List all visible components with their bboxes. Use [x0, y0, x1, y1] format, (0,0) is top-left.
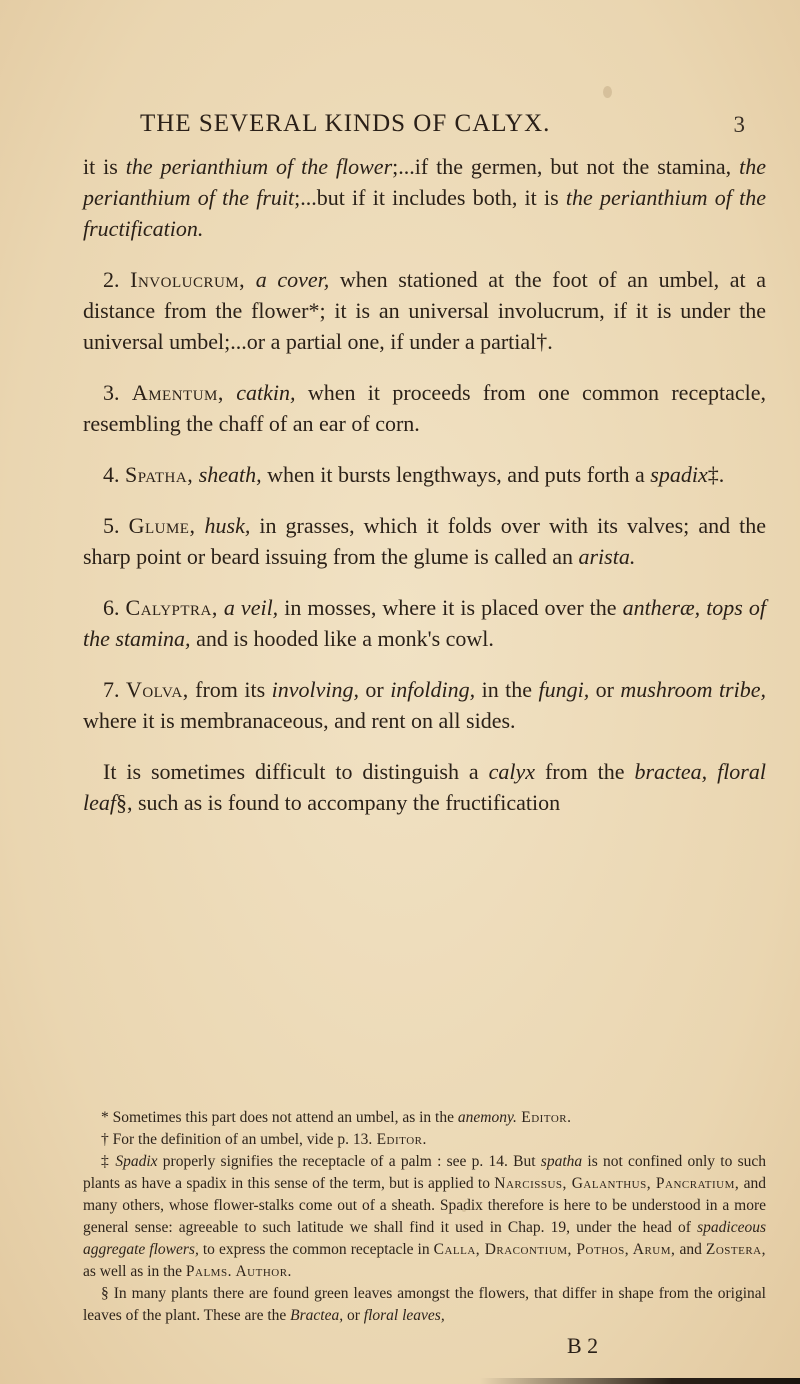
- footnote-section: § In many plants there are found green leaves amongst the flowers, that differ in shape from the original leaves of the plant. These are the Bractea, or floral leaves,: [83, 1285, 766, 1324]
- paragraph-spatha: 4. Spatha, sheath, when it bursts lengthways, and puts forth a spadix‡.: [103, 462, 725, 487]
- term-involucrum: Involucrum,: [130, 267, 246, 292]
- term-glume: Glume,: [128, 513, 196, 538]
- ink-blot: [603, 86, 612, 98]
- running-head: THE SEVERAL KINDS OF CALYX.: [140, 110, 551, 137]
- term-spatha: Spatha,: [125, 462, 194, 487]
- term-calyptra: Calyptra,: [125, 595, 218, 620]
- footnote-double-dagger: ‡ Spadix properly signifies the receptacle of a palm : see p. 14. But spatha is not confined only to such plants as have a spadix in this sense of the term, but is applied to Narcissus, Galanthus, Pancratium, and many others, whose flower-stalks come out of a sheath. Spadix therefore is here to be understood in a more general sense: agreeable to such latitude we shall find it used in Chap. 19, under the head of spadiceous aggregate flowers, to express the common receptacle in Calla, Dracontium, Pothos, Arum, and Zostera, as well as in the Palms. Author.: [83, 1153, 767, 1280]
- page-number: 3: [733, 112, 745, 137]
- term-volva: Volva,: [125, 677, 189, 702]
- paragraph-perianthium: it is the perianthium of the flower;...if the germen, but not the stamina, the perianthium of the fruit;...but if it includes both, it is the perianthium of the fructification.: [83, 154, 766, 241]
- paragraph-amentum: 3. Amentum, catkin, when it proceeds from one common receptacle, resembling the chaff of an ear of corn.: [83, 380, 766, 436]
- signature-mark: B 2: [567, 1333, 599, 1358]
- paragraph-calyptra: 6. Calyptra, a veil, in mosses, where it is placed over the antheræ, tops of the stamina, and is hooded like a monk's cowl.: [83, 595, 767, 651]
- footnote-dagger: † For the definition of an umbel, vide p. 13. Editor.: [101, 1131, 427, 1148]
- footnote-asterisk: * Sometimes this part does not attend an umbel, as in the anemony. Editor.: [101, 1109, 572, 1126]
- page-edge-shadow: [480, 1378, 800, 1384]
- page-header: [0, 110, 800, 140]
- body-text: [83, 151, 766, 818]
- footnotes: [83, 1107, 766, 1327]
- paragraph-volva: 7. Volva, from its involving, or infolding, in the fungi, or mushroom tribe, where it is membranaceous, and rent on all sides.: [83, 677, 766, 733]
- term-amentum: Amentum,: [131, 380, 224, 405]
- paragraph-bractea: It is sometimes difficult to distinguish a calyx from the bractea, floral leaf§, such as is found to accompany the fructification: [83, 759, 766, 815]
- paragraph-involucrum: 2. Involucrum, a cover, when stationed at the foot of an umbel, at a distance from the flower*; it is an universal involucrum, if it is under the universal umbel;...or a partial one, if under a partial†.: [83, 267, 767, 354]
- paragraph-glume: 5. Glume, husk, in grasses, which it folds over with its valves; and the sharp point or beard issuing from the glume is called an arista.: [83, 513, 767, 569]
